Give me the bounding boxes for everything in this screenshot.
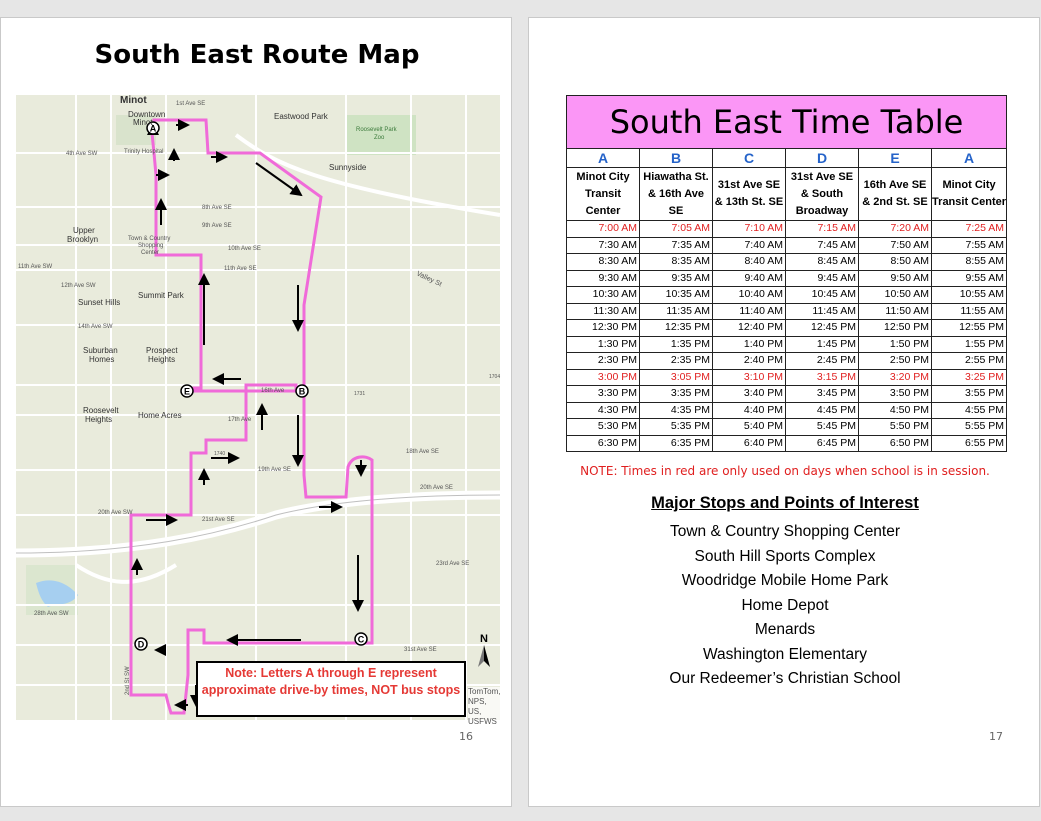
svg-text:B: B [298, 386, 306, 397]
poi-item: Home Depot [741, 596, 829, 614]
timetable-row [567, 369, 1007, 386]
label-minot2: Minot [133, 118, 153, 127]
label-17th-ave: 17th Ave [228, 417, 252, 423]
time-cell: 2:30 PM [567, 353, 640, 370]
north-arrow-icon [478, 645, 490, 667]
label-1731: 1731 [354, 391, 366, 397]
label-18th-ave: 18th Ave SE [406, 449, 439, 455]
label-prospect: Prospect [146, 346, 178, 355]
left-page [0, 17, 512, 807]
timetable-row [567, 221, 1007, 238]
label-trinity: Trinity Hospital [124, 149, 164, 155]
time-cell: 3:35 PM [640, 386, 713, 403]
time-cell: 3:05 PM [640, 369, 713, 386]
label-downtown: Downtown [128, 110, 166, 119]
label-2nd-st: 2nd St SW [125, 666, 131, 695]
poi-item: Our Redeemer’s Christian School [669, 670, 901, 687]
letter-cell: B [640, 149, 713, 168]
timetable-stop-row [567, 168, 1007, 221]
label-21st-ave: 21st Ave SE [202, 517, 235, 523]
label-zoo: Zoo [374, 135, 385, 141]
poi-item: Woodridge Mobile Home Park [681, 572, 889, 589]
time-cell: 11:50 AM [859, 303, 932, 320]
time-cell: 6:50 PM [859, 435, 932, 452]
letter-cell: A [932, 149, 1007, 168]
time-cell: 10:35 AM [640, 287, 713, 304]
time-cell: 7:30 AM [567, 237, 640, 254]
time-cell: 3:50 PM [859, 386, 932, 403]
label-20th-ave: 20th Ave SE [420, 485, 453, 491]
time-cell: 7:15 AM [786, 221, 859, 238]
label-center: Center [141, 250, 160, 256]
label-20th-ave-sw: 20th Ave SW [98, 510, 133, 516]
label-16th-ave: 16th Ave [261, 388, 285, 394]
time-cell: 4:45 PM [786, 402, 859, 419]
map-note: Note: Letters A through E represent approximate drive-by times, NOT bus stops [196, 661, 466, 717]
time-cell: 12:55 PM [932, 320, 1007, 337]
time-cell: 9:50 AM [859, 270, 932, 287]
time-cell: 7:00 AM [567, 221, 640, 238]
time-cell: 11:40 AM [713, 303, 786, 320]
time-cell: 1:30 PM [567, 336, 640, 353]
label-suburban: Suburban [83, 346, 118, 355]
time-cell: 3:40 PM [713, 386, 786, 403]
time-cell: 3:45 PM [786, 386, 859, 403]
time-cell: 5:55 PM [932, 419, 1007, 436]
timetable-letter-row [567, 149, 1007, 168]
time-cell: 7:45 AM [786, 237, 859, 254]
timetable-row [567, 270, 1007, 287]
time-cell: 3:00 PM [567, 369, 640, 386]
label-roosevelt-park: Roosevelt Park [356, 127, 397, 133]
label-8th-ave: 8th Ave SE [202, 205, 232, 211]
marker-E [181, 385, 193, 397]
time-cell: 1:40 PM [713, 336, 786, 353]
time-cell: 4:50 PM [859, 402, 932, 419]
svg-text:D: D [137, 639, 145, 650]
timetable-row [567, 336, 1007, 353]
svg-text:C: C [357, 634, 365, 645]
time-cell: 8:55 AM [932, 254, 1007, 271]
time-cell: 10:30 AM [567, 287, 640, 304]
time-cell: 2:55 PM [932, 353, 1007, 370]
letter-cell: A [567, 149, 640, 168]
time-cell: 6:35 PM [640, 435, 713, 452]
time-cell: 3:30 PM [567, 386, 640, 403]
letter-cell: C [713, 149, 786, 168]
time-cell: 7:05 AM [640, 221, 713, 238]
time-cell: 4:55 PM [932, 402, 1007, 419]
stop-name-cell: 31st Ave SE & 13th St. SE [713, 168, 786, 221]
time-cell: 1:50 PM [859, 336, 932, 353]
time-cell: 3:55 PM [932, 386, 1007, 403]
label-sunnyside: Sunnyside [329, 163, 367, 172]
time-cell: 10:50 AM [859, 287, 932, 304]
time-cell: 9:35 AM [640, 270, 713, 287]
label-valley-st: Valley St [415, 270, 443, 289]
label-9th-ave: 9th Ave SE [202, 223, 232, 229]
time-cell: 2:35 PM [640, 353, 713, 370]
time-cell: 7:35 AM [640, 237, 713, 254]
label-upper: Upper [73, 226, 95, 235]
time-cell: 11:35 AM [640, 303, 713, 320]
label-shopping: Shopping [138, 243, 164, 249]
time-cell: 5:50 PM [859, 419, 932, 436]
time-cell: 6:55 PM [932, 435, 1007, 452]
time-cell: 3:20 PM [859, 369, 932, 386]
timetable-row [567, 320, 1007, 337]
timetable-row [567, 287, 1007, 304]
time-cell: 2:50 PM [859, 353, 932, 370]
label-1704: 1704 [489, 374, 501, 380]
time-cell: 12:30 PM [567, 320, 640, 337]
label-heights2: Heights [85, 415, 113, 424]
compass-north-icon [474, 633, 494, 670]
poi-item: Menards [754, 621, 816, 638]
time-cell: 3:15 PM [786, 369, 859, 386]
time-cell: 5:40 PM [713, 419, 786, 436]
time-cell: 2:40 PM [713, 353, 786, 370]
time-cell: 9:40 AM [713, 270, 786, 287]
label-roosevelt: Roosevelt [83, 406, 119, 415]
poi-list [529, 520, 1041, 692]
letter-cell: D [786, 149, 859, 168]
poi-item: South Hill Sports Complex [694, 547, 876, 565]
time-cell: 10:45 AM [786, 287, 859, 304]
timetable-row [567, 353, 1007, 370]
timetable-row [567, 237, 1007, 254]
label-homes: Homes [89, 355, 115, 364]
stop-name-cell: Hiawatha St. & 16th Ave SE [640, 168, 713, 221]
timetable-row [567, 386, 1007, 403]
time-cell: 8:40 AM [713, 254, 786, 271]
time-cell: 6:45 PM [786, 435, 859, 452]
map-title: South East Route Map [94, 40, 420, 70]
label-brooklyn: Brooklyn [67, 235, 99, 244]
label-1st-ave: 1st Ave SE [176, 101, 206, 107]
page-number-left: 16 [459, 730, 473, 743]
time-cell: 8:30 AM [567, 254, 640, 271]
svg-text:A: A [149, 123, 157, 134]
timetable-row [567, 435, 1007, 452]
time-cell: 4:35 PM [640, 402, 713, 419]
time-cell: 6:40 PM [713, 435, 786, 452]
time-cell: 8:35 AM [640, 254, 713, 271]
time-cell: 6:30 PM [567, 435, 640, 452]
time-cell: 7:20 AM [859, 221, 932, 238]
time-cell: 9:55 AM [932, 270, 1007, 287]
svg-text:E: E [183, 386, 191, 397]
time-cell: 11:30 AM [567, 303, 640, 320]
time-cell: 5:45 PM [786, 419, 859, 436]
stop-name-cell: Minot City Transit Center [932, 168, 1007, 221]
label-sunset-hills: Sunset Hills [78, 298, 121, 307]
label-home-acres: Home Acres [138, 411, 182, 420]
label-1740: 1740 [214, 451, 226, 457]
time-cell: 11:45 AM [786, 303, 859, 320]
time-cell: 1:55 PM [932, 336, 1007, 353]
time-cell: 12:45 PM [786, 320, 859, 337]
label-14th-ave: 14th Ave SW [78, 324, 113, 330]
time-cell: 12:50 PM [859, 320, 932, 337]
marker-B [296, 385, 308, 397]
label-31st-ave: 31st Ave SE [404, 647, 437, 653]
poi-item: Town & Country Shopping Center [669, 523, 901, 540]
time-cell: 4:30 PM [567, 402, 640, 419]
timetable-row [567, 419, 1007, 436]
time-cell: 3:10 PM [713, 369, 786, 386]
timetable-row [567, 303, 1007, 320]
poi-heading: Major Stops and Points of Interest [651, 494, 919, 512]
time-cell: 11:55 AM [932, 303, 1007, 320]
time-cell: 5:35 PM [640, 419, 713, 436]
school-note: NOTE: Times in red are only used on days when school is in session. [580, 464, 990, 478]
time-cell: 10:55 AM [932, 287, 1007, 304]
marker-C [355, 633, 367, 645]
stop-name-cell: Minot City Transit Center [567, 168, 640, 221]
time-cell: 3:25 PM [932, 369, 1007, 386]
time-cell: 7:55 AM [932, 237, 1007, 254]
label-23rd-ave: 23rd Ave SE [436, 561, 470, 567]
route-map [16, 95, 501, 726]
time-cell: 8:50 AM [859, 254, 932, 271]
label-eastwood: Eastwood Park [274, 112, 328, 121]
stop-name-cell: 16th Ave SE & 2nd St. SE [859, 168, 932, 221]
label-summit-park: Summit Park [138, 291, 184, 300]
time-cell: 4:40 PM [713, 402, 786, 419]
label-11th-ave-sw: 11th Ave SW [18, 264, 53, 270]
time-cell: 1:35 PM [640, 336, 713, 353]
label-12th-ave: 12th Ave SW [61, 283, 96, 289]
marker-D [135, 638, 147, 650]
label-10th-ave: 10th Ave SE [228, 246, 261, 252]
label-4th-ave: 4th Ave SW [66, 151, 98, 157]
label-19th-ave: 19th Ave SE [258, 467, 291, 473]
right-page [528, 17, 1040, 807]
label-town-country: Town & Country [128, 236, 171, 242]
poi-item: Washington Elementary [703, 645, 867, 663]
timetable-row [567, 402, 1007, 419]
time-cell: 2:45 PM [786, 353, 859, 370]
stop-name-cell: 31st Ave SE & South Broadway [786, 168, 859, 221]
time-cell: 5:30 PM [567, 419, 640, 436]
label-minot: Minot [120, 95, 147, 106]
time-cell: 7:25 AM [932, 221, 1007, 238]
timetable-title: South East Time Table [567, 96, 1007, 149]
time-cell: 10:40 AM [713, 287, 786, 304]
time-cell: 12:40 PM [713, 320, 786, 337]
map-attribution: TomTom, NPS, US, USFWS [468, 687, 501, 726]
time-cell: 9:30 AM [567, 270, 640, 287]
time-cell: 9:45 AM [786, 270, 859, 287]
label-28th-ave: 28th Ave SW [34, 611, 69, 617]
time-cell: 7:40 AM [713, 237, 786, 254]
time-cell: 8:45 AM [786, 254, 859, 271]
compass-label: N [480, 633, 488, 645]
time-cell: 7:10 AM [713, 221, 786, 238]
letter-cell: E [859, 149, 932, 168]
timetable [566, 95, 1007, 452]
time-cell: 12:35 PM [640, 320, 713, 337]
timetable-body [567, 221, 1007, 452]
time-cell: 7:50 AM [859, 237, 932, 254]
timetable-row [567, 254, 1007, 271]
time-cell: 1:45 PM [786, 336, 859, 353]
map-graphic [16, 95, 500, 720]
label-11th-ave: 11th Ave SE [224, 266, 257, 272]
label-heights: Heights [148, 355, 176, 364]
page-number-right: 17 [989, 730, 1003, 743]
